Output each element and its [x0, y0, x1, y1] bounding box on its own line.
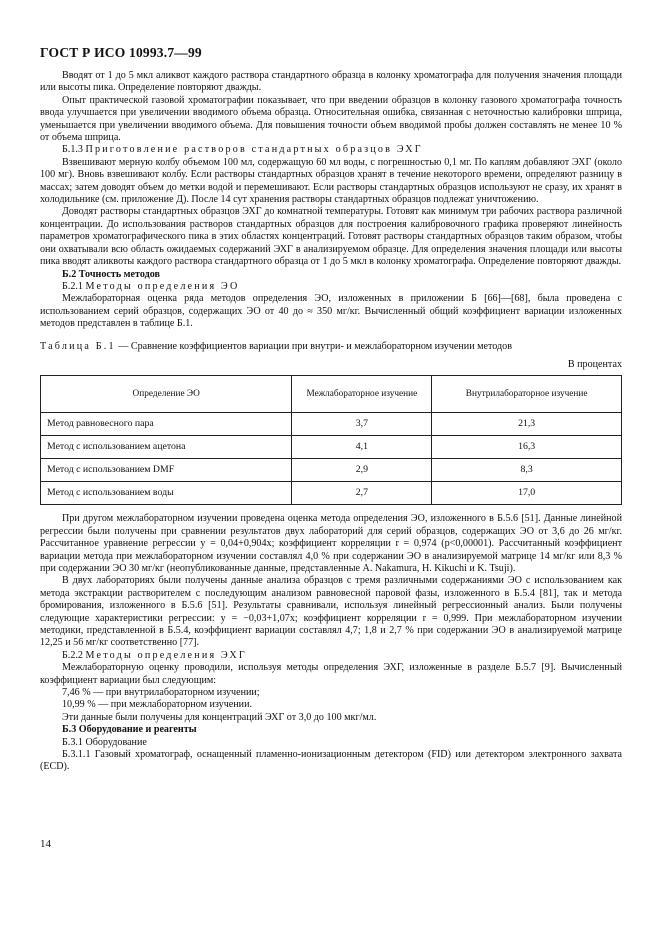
table-caption: [40, 341, 622, 353]
table-cell: Метод с использованием ацетона: [41, 436, 292, 459]
section-heading-b13: [40, 144, 622, 156]
section-title: Методы определения ЭХГ: [85, 649, 247, 661]
list-item: 10,99 % — при межлабораторном изучении.: [62, 699, 253, 711]
table-cell: 8,3: [432, 459, 622, 482]
section-heading-b21: [40, 281, 622, 293]
table-caption-text: — Сравнение коэффициентов вариации при внутри- и межлабораторном изучении методов: [115, 340, 512, 352]
section-heading-b22: [40, 650, 622, 662]
page-number: 14: [40, 838, 51, 850]
coefficient-table: [40, 375, 622, 505]
section-number: Б.2.1: [62, 280, 83, 292]
list-item: 7,46 % — при внутрилабораторном изучении;: [62, 687, 260, 699]
paragraph: Доводят растворы стандартных образцов ЭХГ до комнатной температуры. Готовят как минимум три рабочих раствора различной концентрации. До использования растворов стандартных образцов для построения калибровочного графика проверяют линейность параметров хроматографического пика в этих областях концентраций. Готовят растворы стандартных образцов таким образом, чтобы они охватывали всю область ожидаемых содержаний ЭХГ в анализируемом образце. Для определения значения площади или высоты пика вводят аликвоты каждого раствора стандартного образца от 1 до 5 мкл в колонку хроматографа. Определение повторяют дважды.: [40, 206, 622, 268]
section-heading-b31: Б.3.1 Оборудование: [62, 736, 147, 748]
paragraph: Взвешивают мерную колбу объемом 100 мл, содержащую 60 мл воды, с погрешностью 0,1 мг. По каплям добавляют ЭХГ (около 100 мг). Вновь взвешивают колбу. Если растворы стандартных образцов хранят в течение некоторого времени, определяют разницу в массах; затем доводят объем до метки водой и перемешивают. Если растворы стандартных образцов используют не сразу, их хранят в холодильнике (см. приложение Д). После 14 сут хранения растворы стандартных образцов подлежат уничтожению.: [40, 156, 622, 206]
table-cell: 16,3: [432, 436, 622, 459]
table-header-cell: Определение ЭО: [41, 376, 292, 413]
table-header-cell: Внутрилабораторное изучение: [432, 376, 622, 413]
table-row: [41, 482, 622, 505]
table-unit: В процентах: [567, 358, 622, 370]
paragraph: Б.3.1.1 Газовый хроматограф, оснащенный пламенно-ионизационным детектором (FID) или детектором электронного захвата (ECD).: [40, 749, 622, 773]
table-row: [41, 436, 622, 459]
table-row: [41, 413, 622, 436]
paragraph: При другом межлабораторном изучении проведена оценка метода определения ЭО, изложенного в Б.5.6 [51]. Данные линейной регрессии были получены при сравнении результатов двух лабораторий для серий образцов, содержащих ЭО от 3,6 до 26 мг/кг. Рассчитанное уравнение регрессии y = 0,04+0,904x; коэффициент корреляции r = 0,974 (p<0,00001). Рассчитанный коэффициент вариации метода при межлабораторном изучении составлял 4,0 % при содержании ЭО в анализируемой матрице 14 мг/кг или 8,3 % при содержании ЭО 30 мг/кг (неопубликованные данные, представленные A. Nakamura, H. Kikuchi и K. Tsuji).: [40, 513, 622, 574]
section-number: Б.1.3: [62, 144, 83, 156]
section-heading-b2: Б.2 Точность методов: [62, 268, 160, 280]
document-header: ГОСТ Р ИСО 10993.7—99: [40, 45, 202, 60]
table-cell: Метод с использованием воды: [41, 482, 292, 505]
table-cell: 3,7: [292, 413, 432, 436]
section-title: Приготовление растворов стандартных образцов ЭХГ: [85, 144, 423, 156]
table-cell: Метод равновесного пара: [41, 413, 292, 436]
paragraph: Межлабораторная оценка ряда методов определения ЭО, изложенных в приложении Б [66]—[68], была проведена с использованием серий образцов, содержащих ЭО от 40 до ≈ 350 мг/кг. Вычисленный общий коэффициент вариации изложенных методов представлен в таблице Б.1.: [40, 293, 622, 330]
paragraph: Эти данные были получены для концентраций ЭХГ от 3,0 до 100 мкг/мл.: [62, 711, 377, 723]
section-title: Методы определения ЭО: [85, 280, 240, 292]
section-number: Б.2.2: [62, 649, 83, 661]
table-header-row: [41, 376, 622, 413]
document-body: [40, 70, 622, 774]
table-cell: Метод с использованием DMF: [41, 459, 292, 482]
section-heading-b3: Б.3 Оборудование и реагенты: [62, 724, 197, 736]
table-cell: 17,0: [432, 482, 622, 505]
paragraph: Межлабораторную оценку проводили, используя методы определения ЭХГ, изложенные в разделе Б.5.7 [9]. Вычисленный коэффициент вариации был следующим:: [40, 662, 622, 686]
paragraph: Опыт практической газовой хроматографии показывает, что при введении образцов в колонку газового хроматографа точность ввода улучшается при увеличении вводимого объема образца. Относительная ошибка, связанная с неточностью калибровки шприца, уменьшается при увеличении вводимого объема. Для повышения точности объем вводимой пробы должен составлять не менее 10 % от объема шприца.: [40, 94, 622, 144]
table-row: [41, 459, 622, 482]
table-header-cell: Межлабораторное изучение: [292, 376, 432, 413]
table-cell: 4,1: [292, 436, 432, 459]
paragraph: Вводят от 1 до 5 мкл аликвот каждого раствора стандартного образца в колонку хроматографа для получения значения площади или высоты пика. Определение повторяют дважды.: [40, 70, 622, 94]
table-cell: 2,7: [292, 482, 432, 505]
table-cell: 21,3: [432, 413, 622, 436]
table-caption-label: Таблица Б.1: [40, 340, 116, 352]
paragraph: В двух лабораториях были получены данные анализа образцов с тремя различными содержаниями ЭО с использованием как метода экстракции растворителем с последующим анализом равновесной паровой фазы, изложенного в Б.5.4 [81], так и метода бромирования, изложенного в Б.5.6 [51]. Результаты сравнивали, используя линейный регрессионный анализ. Были получены следующие характеристики регрессии: y = −0,03+1,07x; коэффициент корреляции r = 0,999. При межлабораторном изучении методики, представленной в Б.5.4, коэффициент вариации составлял 4,7; 1,8 и 2,7 % при содержании ЭО в анализируемой матрице 12,25 и 56 мг/кг соответственно [77].: [40, 575, 622, 649]
table-cell: 2,9: [292, 459, 432, 482]
